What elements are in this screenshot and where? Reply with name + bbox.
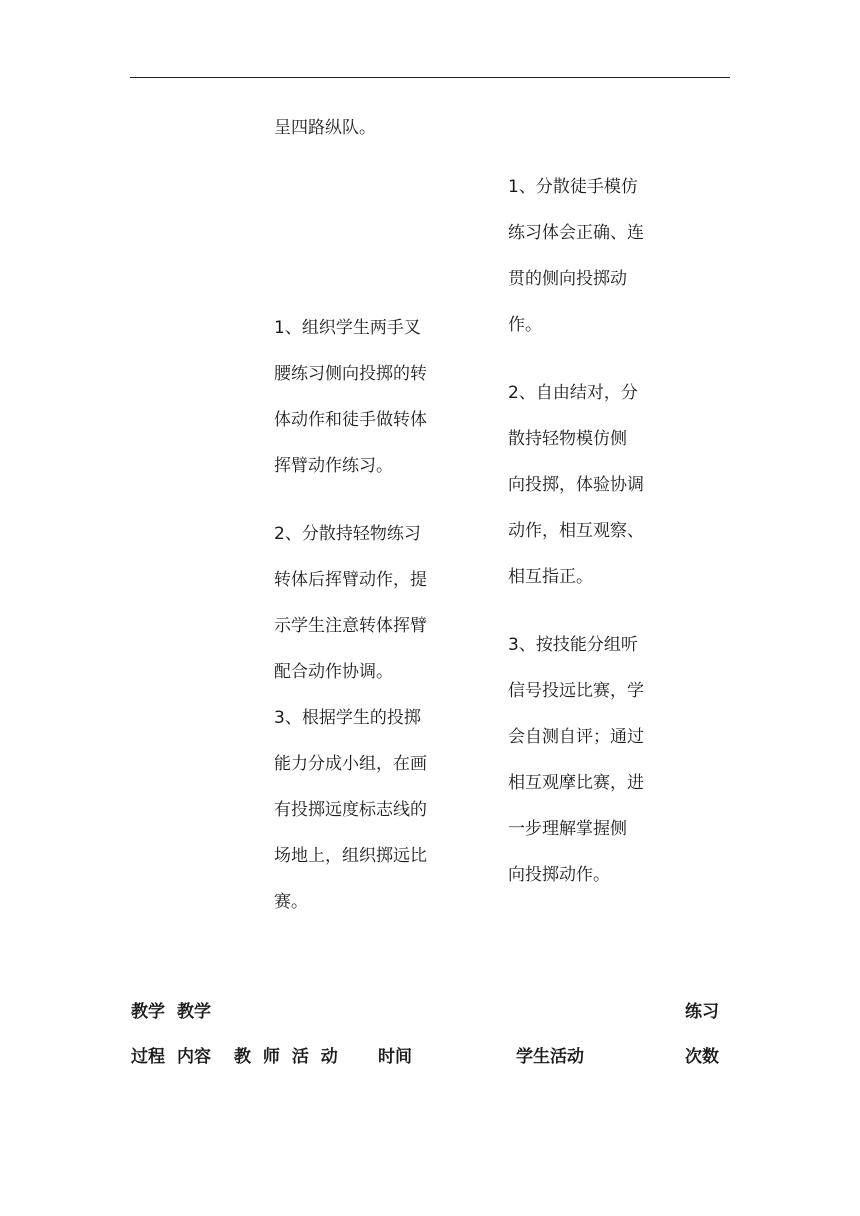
header-rule: [130, 77, 730, 78]
student-item-1: 1、分散徒手模仿 练习体会正确、连 贯的侧向投掷动 作。: [508, 177, 644, 335]
student-item-3: 3、按技能分组听 信号投远比赛，学 会自测自评；通过 相互观摩比赛，进 一步理解掌握侧 向投掷动作。: [508, 635, 644, 885]
student-item-2: 2、自由结对，分 散持轻物模仿侧 向投掷，体验协调 动作，相互观察、 相互指正。: [508, 383, 644, 587]
header-teacher-activity: 教 师 活 动: [234, 1047, 338, 1067]
header-guocheng: 过程: [131, 1047, 165, 1067]
header-student-activity: 学生活动: [516, 1047, 584, 1067]
teacher-item-2: 2、分散持轻物练习 转体后挥臂动作，提 示学生注意转体挥臂 配合动作协调。: [274, 524, 427, 682]
header-time: 时间: [378, 1047, 412, 1067]
header-jiaoxue-a: 教学: [131, 1002, 165, 1022]
teacher-item-3: 3、根据学生的投掷 能力分成小组，在画 有投掷远度标志线的 场地上，组织掷远比 赛。: [274, 708, 427, 912]
teacher-intro: 呈四路纵队。: [274, 118, 376, 138]
header-lianxi: 练习: [685, 1002, 719, 1022]
header-jiaoxue-b: 教学: [177, 1002, 211, 1022]
teacher-activity-column: [274, 118, 449, 938]
header-neirong: 内容: [177, 1047, 211, 1067]
student-activity-column: [508, 177, 658, 911]
header-cishu: 次数: [685, 1047, 719, 1067]
teacher-item-1: 1、组织学生两手叉 腰练习侧向投掷的转 体动作和徒手做转体 挥臂动作练习。: [274, 318, 427, 476]
